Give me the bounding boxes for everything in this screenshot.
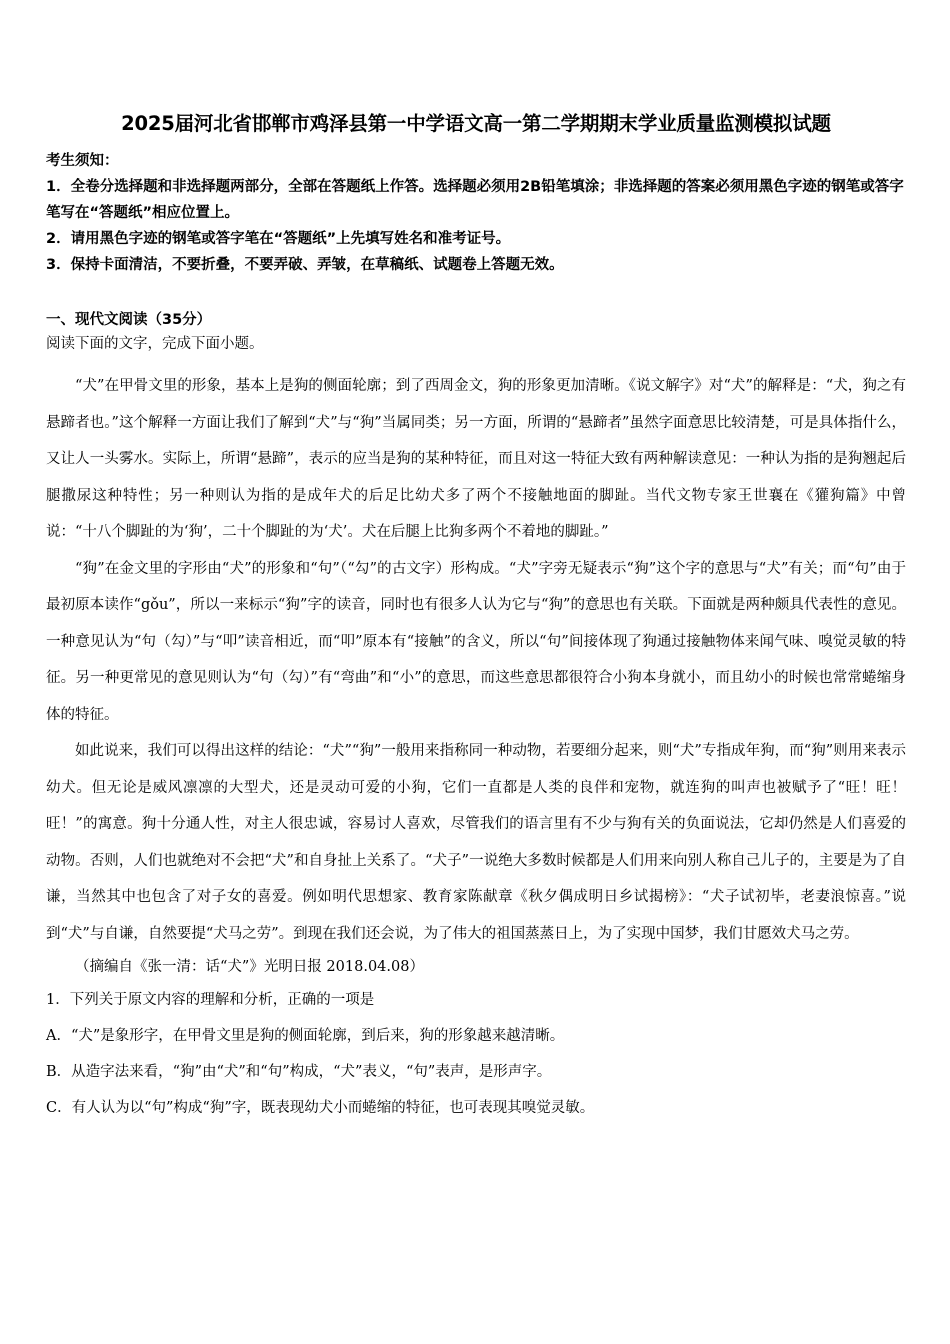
page-title: 2025届河北省邯郸市鸡泽县第一中学语文高一第二学期期末学业质量监测模拟试题 — [121, 112, 831, 135]
passage-paragraph: “犬”在甲骨文里的形象，基本上是狗的侧面轮廓；到了西周金文，狗的形象更加清晰。《说文解字》对“犬”的解释是：“犬，狗之有悬蹄者也。”这个解释一方面让我们了解到“犬”与“狗”当属同类；另一方面，所谓的“悬蹄者”虽然字面意思比较清楚，可是具体指什么，又让人一头雾水。实际上，所谓“悬蹄”，表示的应当是狗的某种特征，而且对这一特征大致有两种解读意见：一种认为指的是狗翘起后腿撒尿这种特性；另一种则认为指的是成年犬的后足比幼犬多了两个不接触地面的脚趾。当代文物专家王世襄在《獾狗篇》中曾说：“十八个脚趾的为‘狗’，二十个脚趾的为‘犬’。犬在后腿上比狗多两个不着地的脚趾。” — [46, 378, 906, 540]
notice-item: 3．保持卡面清洁，不要折叠，不要弄破、弄皱，在草稿纸、试题卷上答题无效。 — [46, 257, 564, 273]
reading-instruction: 阅读下面的文字，完成下面小题。 — [46, 336, 264, 352]
passage-paragraph: 如此说来，我们可以得出这样的结论：“犬”“狗”一般用来指称同一种动物，若要细分起来，则“犬”专指成年狗，而“狗”则用来表示幼犬。但无论是威风凛凛的大型犬，还是灵动可爱的小狗，它们一直都是人类的良伴和宠物，就连狗的叫声也被赋予了“旺！旺！旺！”的寓意。狗十分通人性，对主人很忠诚，容易讨人喜欢，尽管我们的语言里有不少与狗有关的负面说法，它却仍然是人们喜爱的动物。否则，人们也就绝对不会把“犬”和自身扯上关系了。“犬子”一说绝大多数时候都是人们用来向别人称自己儿子的，主要是为了自谦，当然其中也包含了对子女的喜爱。例如明代思想家、教育家陈献章《秋夕偶成明日乡试揭榜》：“犬子试初毕，老妻浪惊喜。”说到“犬”与自谦，自然要提“犬马之劳”。到现在我们还会说，为了伟大的祖国蒸蒸日上，为了实现中国梦，我们甘愿效犬马之劳。 — [46, 743, 906, 942]
exam-page — [46, 110, 906, 1126]
question-option: B．从造字法来看，“狗”由“犬”和“句”构成，“犬”表义，“句”表声，是形声字。 — [46, 1064, 552, 1080]
section-heading: 一、现代文阅读（35分） — [46, 312, 212, 328]
passage-paragraph: “狗”在金文里的字形由“犬”的形象和“句”（“勾”的古文字）形构成。“犬”字旁无疑表示“狗”这个字的意思与“犬”有关；而“句”由于最初原本读作“gǒu”，所以一来标示“狗”字的读音，同时也有很多人认为它与“狗”的意思也有关联。下面就是两种颇具代表性的意见。一种意见认为“句（勾）”与“叩”读音相近，而“叩”原本有“接触”的含义，所以“句”间接体现了狗通过接触物体来闻气味、嗅觉灵敏的特征。另一种更常见的意见则认为“句（勾）”有“弯曲”和“小”的意思，而这些意思都很符合小狗本身就小，而且幼小的时候也常常蜷缩身体的特征。 — [46, 560, 906, 723]
question-stem: 1．下列关于原文内容的理解和分析，正确的一项是 — [46, 992, 375, 1008]
question-option: A．“犬”是象形字，在甲骨文里是狗的侧面轮廓，到后来，狗的形象越来越清晰。 — [46, 1028, 565, 1044]
notice-item: 1．全卷分选择题和非选择题两部分，全部在答题纸上作答。选择题必须用2B铅笔填涂；非选择题的答案必须用黑色字迹的钢笔或答字笔写在“答题纸”相应位置上。 — [46, 179, 904, 221]
source-note: （摘编自《张一清：话“犬”》光明日报 2018.04.08） — [75, 959, 424, 975]
notice-item: 2．请用黑色字迹的钢笔或答字笔在“答题纸”上先填写姓名和准考证号。 — [46, 231, 511, 247]
question-option: C．有人认为以“句”构成“狗”字，既表现幼犬小而蜷缩的特征，也可表现其嗅觉灵敏。 — [46, 1100, 595, 1116]
notice-heading: 考生须知： — [46, 153, 119, 169]
notice-block — [46, 148, 906, 278]
